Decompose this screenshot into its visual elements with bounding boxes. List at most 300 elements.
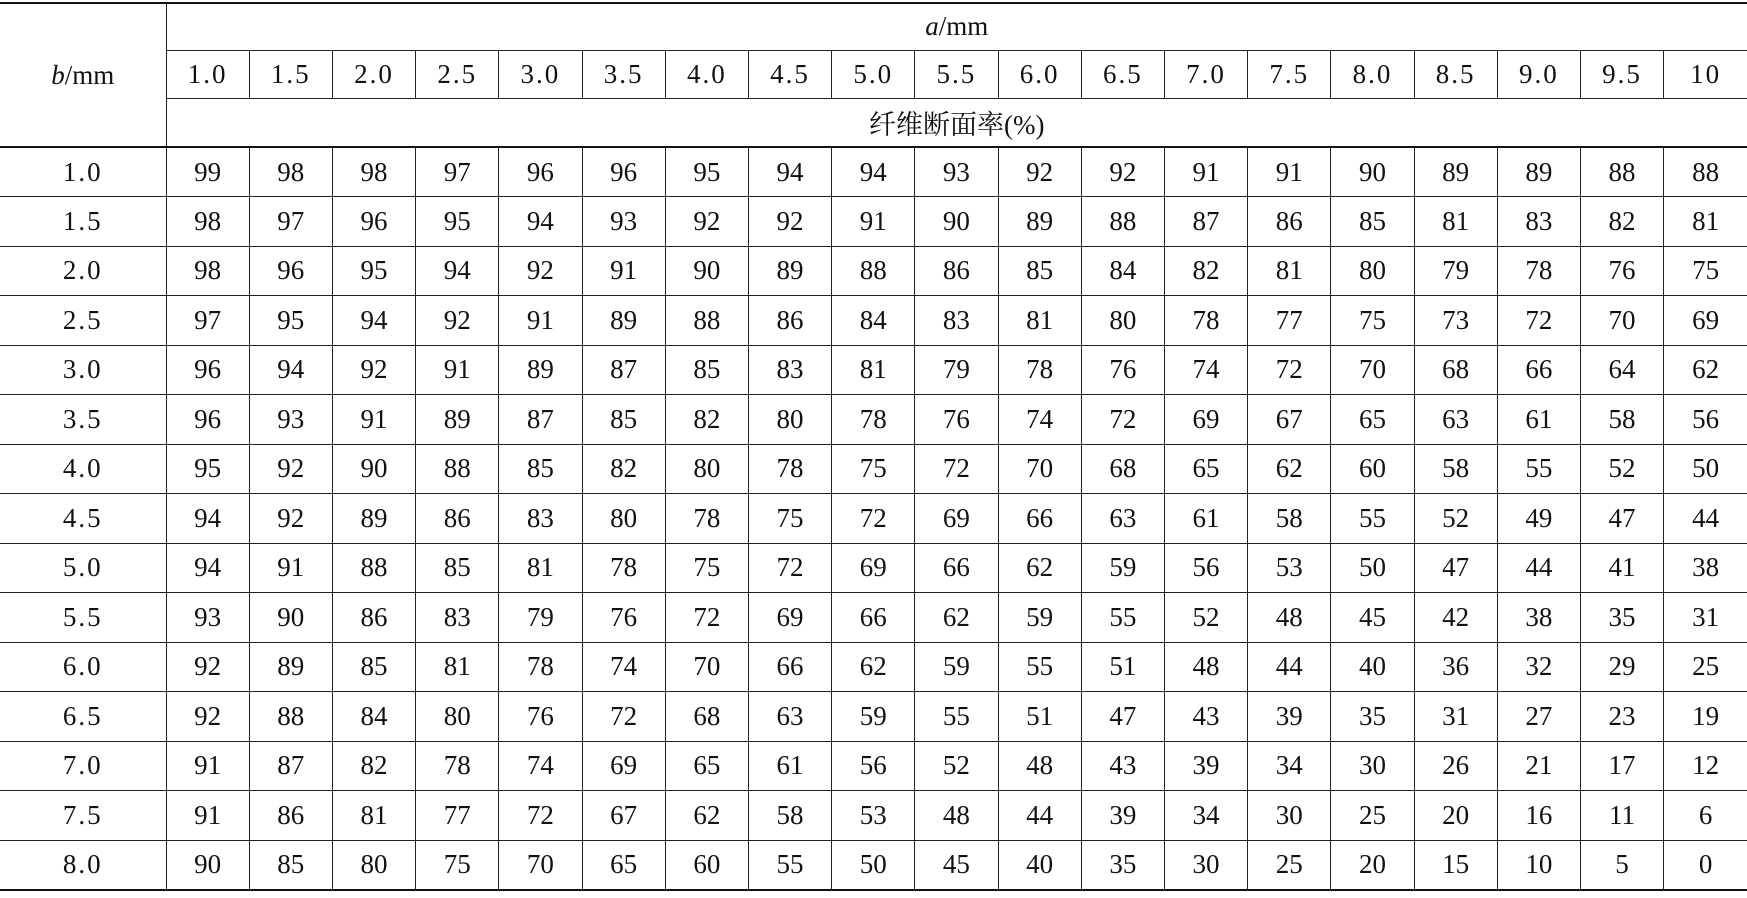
table-cell: 35: [1580, 593, 1663, 643]
table-cell: 88: [416, 444, 499, 494]
a-value-header: 6.0: [998, 50, 1081, 98]
table-cell: 86: [249, 791, 332, 841]
table-cell: 93: [249, 395, 332, 445]
table-cell: 72: [1081, 395, 1164, 445]
table-row: [0, 692, 1747, 742]
b-value-cell: 3.5: [0, 395, 166, 445]
table-cell: 81: [1414, 197, 1497, 247]
table-cell: 94: [832, 147, 915, 197]
b-value-cell: 6.5: [0, 692, 166, 742]
table-cell: 88: [332, 543, 415, 593]
a-value-header: 5.5: [915, 50, 998, 98]
table-cell: 26: [1414, 741, 1497, 791]
a-value-header: 1.5: [249, 50, 332, 98]
table-cell: 52: [1414, 494, 1497, 544]
table-cell: 20: [1414, 791, 1497, 841]
table-cell: 91: [1164, 147, 1247, 197]
table-cell: 39: [1248, 692, 1331, 742]
b-value-cell: 5.0: [0, 543, 166, 593]
table-cell: 81: [416, 642, 499, 692]
table-cell: 95: [416, 197, 499, 247]
table-cell: 70: [1331, 345, 1414, 395]
table-cell: 58: [1580, 395, 1663, 445]
table-cell: 23: [1580, 692, 1663, 742]
table-row: [0, 197, 1747, 247]
table-cell: 90: [166, 840, 249, 890]
table-cell: 80: [1331, 246, 1414, 296]
table-cell: 74: [499, 741, 582, 791]
table-cell: 86: [332, 593, 415, 643]
table-cell: 89: [748, 246, 831, 296]
table-cell: 88: [249, 692, 332, 742]
table-cell: 53: [1248, 543, 1331, 593]
table-cell: 20: [1331, 840, 1414, 890]
table-cell: 62: [915, 593, 998, 643]
table-cell: 61: [1164, 494, 1247, 544]
table-cell: 53: [832, 791, 915, 841]
table-cell: 50: [1331, 543, 1414, 593]
table-cell: 44: [1664, 494, 1747, 544]
table-cell: 81: [832, 345, 915, 395]
table-cell: 78: [416, 741, 499, 791]
table-cell: 85: [582, 395, 665, 445]
a-value-header: 3.0: [499, 50, 582, 98]
table-cell: 76: [1580, 246, 1663, 296]
table-row: [0, 791, 1747, 841]
a-value-header: 10: [1664, 50, 1747, 98]
table-caption: 纤维断面率(%): [166, 98, 1747, 147]
table-cell: 73: [1414, 296, 1497, 346]
table-cell: 90: [915, 197, 998, 247]
table-cell: 59: [832, 692, 915, 742]
table-cell: 90: [665, 246, 748, 296]
table-cell: 91: [416, 345, 499, 395]
table-cell: 55: [1497, 444, 1580, 494]
table-cell: 50: [832, 840, 915, 890]
table-cell: 45: [1331, 593, 1414, 643]
table-cell: 80: [416, 692, 499, 742]
a-value-header: 2.5: [416, 50, 499, 98]
table-cell: 93: [582, 197, 665, 247]
a-values-row: [0, 50, 1747, 98]
table-cell: 92: [166, 692, 249, 742]
table-cell: 40: [998, 840, 1081, 890]
table-cell: 41: [1580, 543, 1663, 593]
b-value-cell: 2.0: [0, 246, 166, 296]
table-cell: 96: [332, 197, 415, 247]
table-cell: 44: [1497, 543, 1580, 593]
b-value-cell: 7.5: [0, 791, 166, 841]
table-cell: 62: [665, 791, 748, 841]
table-cell: 38: [1664, 543, 1747, 593]
table-cell: 47: [1081, 692, 1164, 742]
table-cell: 94: [249, 345, 332, 395]
table-cell: 34: [1164, 791, 1247, 841]
table-cell: 90: [1331, 147, 1414, 197]
table-cell: 59: [915, 642, 998, 692]
table-cell: 94: [748, 147, 831, 197]
table-cell: 48: [1248, 593, 1331, 643]
table-cell: 97: [166, 296, 249, 346]
table-cell: 30: [1164, 840, 1247, 890]
table-cell: 75: [416, 840, 499, 890]
table-cell: 69: [915, 494, 998, 544]
table-cell: 75: [1331, 296, 1414, 346]
table-cell: 75: [1664, 246, 1747, 296]
table-cell: 69: [832, 543, 915, 593]
table-cell: 94: [332, 296, 415, 346]
table-cell: 78: [998, 345, 1081, 395]
b-value-cell: 7.0: [0, 741, 166, 791]
table-cell: 12: [1664, 741, 1747, 791]
table-cell: 88: [1580, 147, 1663, 197]
table-cell: 19: [1664, 692, 1747, 742]
table-cell: 70: [665, 642, 748, 692]
table-cell: 84: [1081, 246, 1164, 296]
table-cell: 98: [166, 197, 249, 247]
table-cell: 76: [582, 593, 665, 643]
table-cell: 87: [582, 345, 665, 395]
table-cell: 92: [416, 296, 499, 346]
fiber-section-rate-table: [0, 2, 1747, 891]
table-cell: 16: [1497, 791, 1580, 841]
table-cell: 89: [582, 296, 665, 346]
table-cell: 42: [1414, 593, 1497, 643]
table-cell: 90: [249, 593, 332, 643]
table-cell: 89: [416, 395, 499, 445]
table-row: [0, 741, 1747, 791]
table-cell: 88: [1664, 147, 1747, 197]
header-row-a: [0, 3, 1747, 50]
table-cell: 92: [665, 197, 748, 247]
table-cell: 92: [249, 444, 332, 494]
table-cell: 39: [1081, 791, 1164, 841]
table-row: [0, 345, 1747, 395]
table-cell: 30: [1248, 791, 1331, 841]
table-row: [0, 593, 1747, 643]
table-cell: 63: [748, 692, 831, 742]
table-cell: 81: [1664, 197, 1747, 247]
table-cell: 91: [499, 296, 582, 346]
a-value-header: 5.0: [832, 50, 915, 98]
table-cell: 66: [998, 494, 1081, 544]
table-cell: 91: [582, 246, 665, 296]
table-cell: 96: [499, 147, 582, 197]
table-cell: 96: [166, 395, 249, 445]
table-row: [0, 494, 1747, 544]
b-value-cell: 1.5: [0, 197, 166, 247]
table-cell: 91: [249, 543, 332, 593]
a-value-header: 8.5: [1414, 50, 1497, 98]
table-cell: 51: [1081, 642, 1164, 692]
table-cell: 58: [1248, 494, 1331, 544]
table-cell: 52: [1164, 593, 1247, 643]
table-cell: 95: [166, 444, 249, 494]
table-cell: 89: [332, 494, 415, 544]
table-cell: 66: [832, 593, 915, 643]
table-cell: 52: [915, 741, 998, 791]
table-cell: 45: [915, 840, 998, 890]
table-cell: 30: [1331, 741, 1414, 791]
table-cell: 95: [665, 147, 748, 197]
caption-row: [0, 98, 1747, 147]
a-value-header: 9.0: [1497, 50, 1580, 98]
table-cell: 55: [915, 692, 998, 742]
table-cell: 85: [499, 444, 582, 494]
table-cell: 35: [1331, 692, 1414, 742]
b-variable: b: [51, 59, 65, 90]
table-cell: 76: [1081, 345, 1164, 395]
table-cell: 55: [748, 840, 831, 890]
table-cell: 86: [748, 296, 831, 346]
table-cell: 89: [1497, 147, 1580, 197]
table-cell: 59: [998, 593, 1081, 643]
table-cell: 68: [1414, 345, 1497, 395]
table-cell: 84: [332, 692, 415, 742]
table-cell: 88: [1081, 197, 1164, 247]
table-cell: 94: [416, 246, 499, 296]
table-cell: 76: [915, 395, 998, 445]
table-cell: 78: [499, 642, 582, 692]
b-value-cell: 4.0: [0, 444, 166, 494]
table-cell: 92: [166, 642, 249, 692]
table-cell: 51: [998, 692, 1081, 742]
table-cell: 83: [416, 593, 499, 643]
table-cell: 87: [249, 741, 332, 791]
table-cell: 25: [1248, 840, 1331, 890]
table-cell: 5: [1580, 840, 1663, 890]
table-cell: 89: [499, 345, 582, 395]
table-cell: 70: [1580, 296, 1663, 346]
table-row: [0, 543, 1747, 593]
table-cell: 63: [1081, 494, 1164, 544]
table-cell: 62: [832, 642, 915, 692]
table-cell: 89: [249, 642, 332, 692]
table-cell: 62: [998, 543, 1081, 593]
b-value-cell: 8.0: [0, 840, 166, 890]
table-cell: 25: [1331, 791, 1414, 841]
table-cell: 65: [582, 840, 665, 890]
table-cell: 92: [748, 197, 831, 247]
table-cell: 50: [1664, 444, 1747, 494]
table-cell: 98: [332, 147, 415, 197]
table-cell: 88: [665, 296, 748, 346]
table-cell: 90: [332, 444, 415, 494]
table-cell: 74: [1164, 345, 1247, 395]
table-cell: 78: [1164, 296, 1247, 346]
table-cell: 95: [249, 296, 332, 346]
table-cell: 92: [499, 246, 582, 296]
table-cell: 86: [1248, 197, 1331, 247]
table-cell: 21: [1497, 741, 1580, 791]
table-cell: 66: [1497, 345, 1580, 395]
a-axis-header: [166, 3, 1747, 50]
a-variable: a: [925, 11, 939, 42]
table-cell: 55: [1331, 494, 1414, 544]
table-cell: 58: [748, 791, 831, 841]
table-cell: 80: [1081, 296, 1164, 346]
table-cell: 92: [249, 494, 332, 544]
table-cell: 86: [416, 494, 499, 544]
table-cell: 92: [998, 147, 1081, 197]
table-cell: 48: [1164, 642, 1247, 692]
table-cell: 76: [499, 692, 582, 742]
table-cell: 72: [748, 543, 831, 593]
table-row: [0, 840, 1747, 890]
table-cell: 47: [1414, 543, 1497, 593]
table-cell: 72: [499, 791, 582, 841]
table-cell: 77: [416, 791, 499, 841]
table-cell: 82: [1164, 246, 1247, 296]
table-cell: 91: [166, 791, 249, 841]
table-cell: 78: [665, 494, 748, 544]
table-cell: 99: [166, 147, 249, 197]
table-cell: 48: [915, 791, 998, 841]
table-cell: 83: [499, 494, 582, 544]
table-cell: 80: [582, 494, 665, 544]
table-cell: 65: [1164, 444, 1247, 494]
table-cell: 65: [665, 741, 748, 791]
a-value-header: 1.0: [166, 50, 249, 98]
b-value-cell: 2.5: [0, 296, 166, 346]
table-cell: 89: [1414, 147, 1497, 197]
table-cell: 80: [748, 395, 831, 445]
table-cell: 68: [665, 692, 748, 742]
table-cell: 43: [1081, 741, 1164, 791]
table-cell: 72: [1497, 296, 1580, 346]
table-cell: 10: [1497, 840, 1580, 890]
table-cell: 94: [499, 197, 582, 247]
table-cell: 69: [1164, 395, 1247, 445]
table-cell: 70: [998, 444, 1081, 494]
b-axis-header: [0, 3, 166, 147]
table-cell: 66: [915, 543, 998, 593]
table-cell: 82: [665, 395, 748, 445]
table-cell: 77: [1248, 296, 1331, 346]
table-cell: 92: [1081, 147, 1164, 197]
table-cell: 39: [1164, 741, 1247, 791]
b-value-cell: 3.0: [0, 345, 166, 395]
table-cell: 55: [998, 642, 1081, 692]
table-cell: 94: [166, 494, 249, 544]
table-cell: 97: [249, 197, 332, 247]
table-cell: 75: [665, 543, 748, 593]
table-cell: 91: [1248, 147, 1331, 197]
table-cell: 96: [249, 246, 332, 296]
a-value-header: 4.0: [665, 50, 748, 98]
table-cell: 86: [915, 246, 998, 296]
a-value-header: 4.5: [748, 50, 831, 98]
table-cell: 63: [1414, 395, 1497, 445]
table-cell: 35: [1081, 840, 1164, 890]
table-cell: 55: [1081, 593, 1164, 643]
table-cell: 89: [998, 197, 1081, 247]
table-cell: 97: [416, 147, 499, 197]
table-cell: 56: [1164, 543, 1247, 593]
table-cell: 29: [1580, 642, 1663, 692]
table-cell: 67: [582, 791, 665, 841]
table-cell: 98: [249, 147, 332, 197]
table-cell: 43: [1164, 692, 1247, 742]
table-cell: 25: [1664, 642, 1747, 692]
table-cell: 88: [832, 246, 915, 296]
table-cell: 95: [332, 246, 415, 296]
table-cell: 48: [998, 741, 1081, 791]
table-cell: 91: [332, 395, 415, 445]
table-cell: 38: [1497, 593, 1580, 643]
table-cell: 85: [1331, 197, 1414, 247]
table-cell: 87: [499, 395, 582, 445]
table-cell: 60: [665, 840, 748, 890]
table-cell: 44: [1248, 642, 1331, 692]
a-value-header: 6.5: [1081, 50, 1164, 98]
table-cell: 81: [332, 791, 415, 841]
table-cell: 85: [416, 543, 499, 593]
table-cell: 6: [1664, 791, 1747, 841]
b-value-cell: 1.0: [0, 147, 166, 197]
a-value-header: 7.5: [1248, 50, 1331, 98]
table-cell: 93: [915, 147, 998, 197]
table-cell: 87: [1164, 197, 1247, 247]
table-cell: 56: [832, 741, 915, 791]
table-cell: 56: [1664, 395, 1747, 445]
table-cell: 85: [665, 345, 748, 395]
table-cell: 72: [915, 444, 998, 494]
table-cell: 72: [665, 593, 748, 643]
table-cell: 91: [832, 197, 915, 247]
table-cell: 96: [166, 345, 249, 395]
table-cell: 82: [582, 444, 665, 494]
table-cell: 81: [998, 296, 1081, 346]
a-value-header: 3.5: [582, 50, 665, 98]
table-cell: 85: [332, 642, 415, 692]
table-cell: 91: [166, 741, 249, 791]
table-cell: 92: [332, 345, 415, 395]
b-value-cell: 6.0: [0, 642, 166, 692]
table-cell: 27: [1497, 692, 1580, 742]
table-cell: 36: [1414, 642, 1497, 692]
table-cell: 68: [1081, 444, 1164, 494]
table-cell: 79: [499, 593, 582, 643]
table-cell: 78: [832, 395, 915, 445]
table-row: [0, 296, 1747, 346]
table-cell: 34: [1248, 741, 1331, 791]
table-cell: 69: [748, 593, 831, 643]
table-cell: 75: [748, 494, 831, 544]
table-cell: 94: [166, 543, 249, 593]
table-cell: 15: [1414, 840, 1497, 890]
a-value-header: 7.0: [1164, 50, 1247, 98]
table-row: [0, 246, 1747, 296]
table-row: [0, 147, 1747, 197]
table-cell: 69: [1664, 296, 1747, 346]
table-cell: 74: [582, 642, 665, 692]
b-unit: /mm: [64, 59, 115, 90]
table-cell: 31: [1414, 692, 1497, 742]
table-cell: 64: [1580, 345, 1663, 395]
table-cell: 83: [748, 345, 831, 395]
table-cell: 59: [1081, 543, 1164, 593]
table-cell: 83: [915, 296, 998, 346]
table-cell: 78: [748, 444, 831, 494]
table-cell: 62: [1248, 444, 1331, 494]
a-value-header: 8.0: [1331, 50, 1414, 98]
table-row: [0, 642, 1747, 692]
table-cell: 32: [1497, 642, 1580, 692]
table-cell: 80: [665, 444, 748, 494]
table-cell: 17: [1580, 741, 1663, 791]
table-cell: 58: [1414, 444, 1497, 494]
